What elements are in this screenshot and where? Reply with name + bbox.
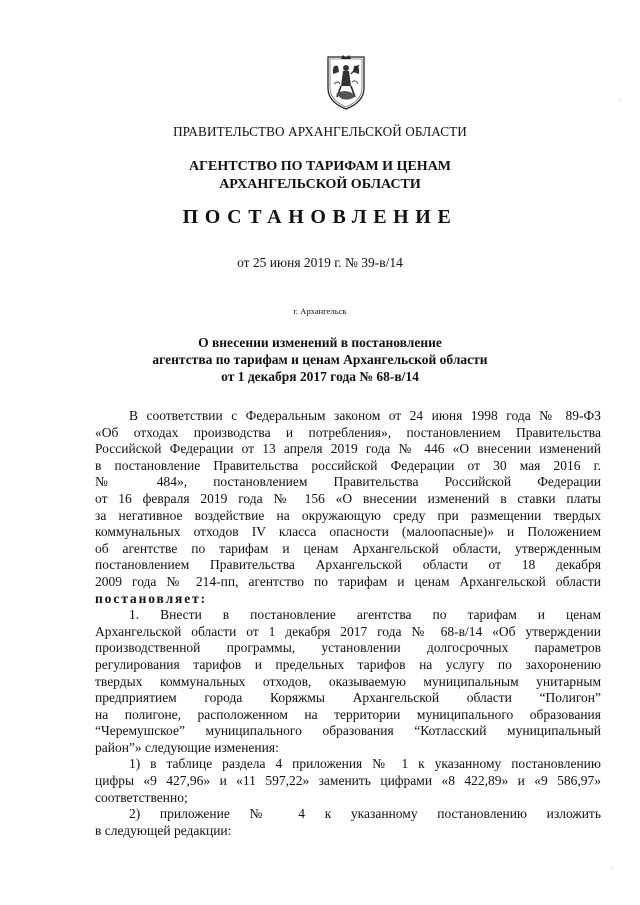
body-line: за негативное воздействие на окружающую среду при размещении твердых bbox=[95, 507, 601, 523]
document-subject bbox=[0, 334, 640, 385]
body-line: регулирования тарифов и предельных тарифов на услугу по захоронению bbox=[95, 656, 601, 672]
body-line: об агентстве по тарифам и ценам Архангельской области, утвержденным bbox=[95, 540, 601, 556]
body-line: 1. Внести в постановление агентства по тарифам и ценам bbox=[129, 607, 601, 623]
city-name: г. Архангельск bbox=[293, 306, 347, 316]
body-line: В соответствии с Федеральным законом от 24 июня 1998 года № 89-ФЗ bbox=[129, 408, 601, 423]
body-line: район”» следующие изменения: bbox=[95, 739, 279, 755]
document-type-title: ПОСТАНОВЛЕНИЕ bbox=[182, 206, 458, 228]
body-line: предприятием города Коряжмы Архангельской области “Полигон” bbox=[95, 690, 601, 706]
body-line: цифры «9 427,96» и «11 597,22» заменить цифрами «8 422,89» и «9 586,97» bbox=[95, 773, 601, 789]
body-line: соответственно; bbox=[95, 789, 188, 805]
scan-speck: · bbox=[618, 98, 620, 104]
body-line: постановлением Правительства Архангельской области от 18 декабря bbox=[95, 557, 601, 573]
body-line: 2) приложение № 4 к указанному постановлению изложить bbox=[129, 806, 601, 822]
body-line: твердых коммунальных отходов, оказываемую муниципальным унитарным bbox=[95, 673, 601, 689]
subject-line: О внесении изменений в постановление bbox=[198, 335, 442, 350]
body-line: на полигоне, расположенном на территории муниципального образования bbox=[95, 706, 601, 722]
body-line: от 16 февраля 2019 года № 156 «О внесении изменений в ставки платы bbox=[95, 490, 601, 506]
body-line: «Об отходах производства и потребления», постановлением Правительства bbox=[95, 424, 601, 440]
document-body bbox=[95, 408, 601, 839]
scan-speck: · bbox=[610, 866, 612, 872]
body-line: коммунальных отходов IV класса опасности (малоопасные)» и Положением bbox=[95, 524, 601, 540]
body-line: 1) в таблице раздела 4 приложения № 1 к указанному постановлению bbox=[129, 756, 601, 772]
subject-line: от 1 декабря 2017 года № 68-в/14 bbox=[221, 369, 419, 384]
resolves-word: постановляет: bbox=[95, 590, 208, 606]
body-line: в следующей редакции: bbox=[95, 822, 232, 838]
body-line: Архангельской области от 1 декабря 2017 года № 68-в/14 «Об утверждении bbox=[95, 623, 601, 639]
coat-of-arms-emblem bbox=[324, 54, 368, 112]
agency-name bbox=[0, 158, 640, 194]
body-line: производственной программы, установлении долгосрочных параметров bbox=[95, 640, 601, 656]
subject-line: агентства по тарифам и ценам Архангельской области bbox=[152, 352, 488, 367]
agency-name-line: АРХАНГЕЛЬСКОЙ ОБЛАСТИ bbox=[219, 177, 421, 192]
agency-name-line: АГЕНТСТВО ПО ТАРИФАМ И ЦЕНАМ bbox=[188, 159, 452, 174]
body-line: № 484», постановлением Правительства Российской Федерации bbox=[95, 474, 601, 490]
body-line: Российской Федерации от 13 апреля 2019 года № 446 «О внесении изменений bbox=[95, 441, 601, 457]
body-line: 2009 года № 214-пп, агентство по тарифам и ценам Архангельской области bbox=[95, 573, 601, 589]
government-name: ПРАВИТЕЛЬСТВО АРХАНГЕЛЬСКОЙ ОБЛАСТИ bbox=[173, 124, 467, 139]
body-line: “Черемушское” муниципального образования “Котласский муниципальный bbox=[95, 723, 601, 739]
date-and-number: от 25 июня 2019 г. № 39-в/14 bbox=[237, 255, 403, 270]
body-line: в постановление Правительства российской Федерации от 30 мая 2016 г. bbox=[95, 457, 601, 473]
